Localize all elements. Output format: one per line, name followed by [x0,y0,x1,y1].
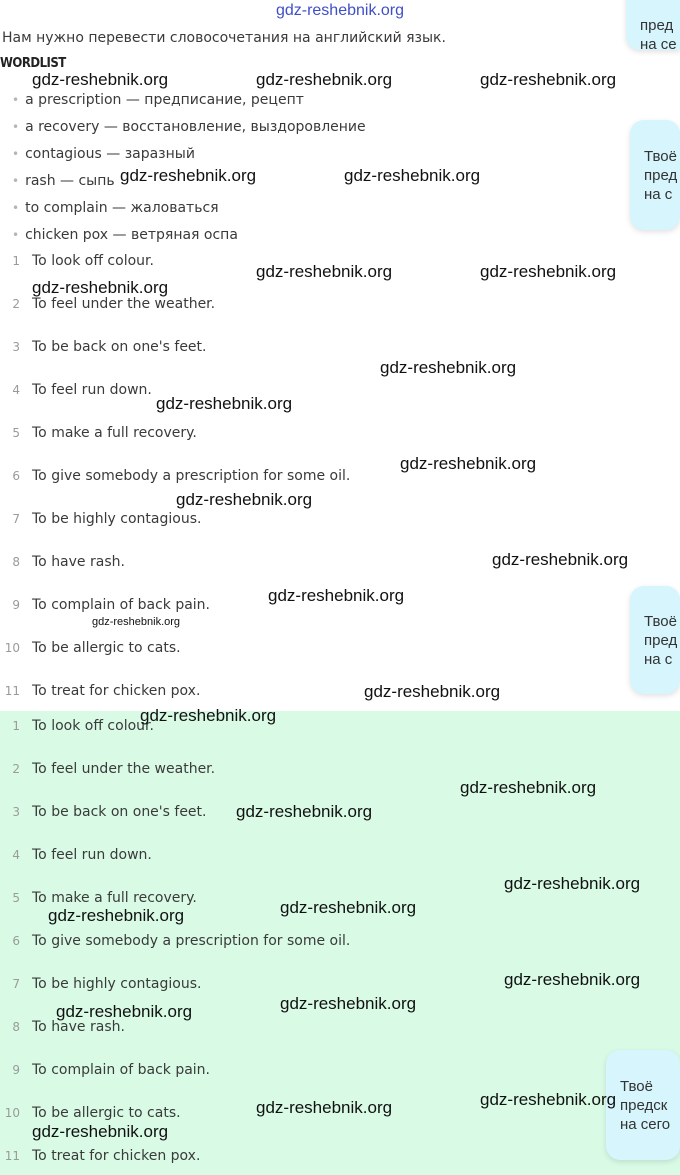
answer-row [0,1148,200,1172]
bubble-line: Твоё [644,613,677,630]
task-text: To make a full recovery. [32,425,197,441]
wordlist-title: WORDLIST [0,56,66,71]
answer-text: To look off colour. [32,718,154,734]
wordlist-item: • contagious — заразный [12,146,366,173]
watermark: gdz-reshebnik.org [32,278,169,297]
answer-row [0,847,152,871]
task-row [0,296,215,320]
task-text: To give somebody a prescription for some oil. [32,468,351,484]
watermark: gdz-reshebnik.org [460,778,597,797]
answer-text: To feel run down. [32,847,152,863]
answer-text: To have rash. [32,1019,125,1035]
bubble-line: на се [640,36,677,50]
bubble-line: предск [620,1097,668,1114]
watermark: gdz-reshebnik.org [504,970,641,989]
task-row [0,382,152,406]
answer-number: 4 [12,848,20,862]
watermark: gdz-reshebnik.org [268,586,405,605]
task-text: To be allergic to cats. [32,640,181,656]
task-row [0,468,350,492]
wordlist-item: • chicken pox — ветряная оспа [12,227,366,254]
answer-text: To feel under the weather. [32,761,216,777]
watermark: gdz-reshebnik.org [120,166,257,185]
task-row [0,511,201,535]
answer-text: To give somebody a prescription for some oil. [32,933,351,949]
wordlist-item: • a recovery — восстановление, выздоровление [12,119,366,146]
watermark: gdz-reshebnik.org [504,874,641,893]
task-row [0,683,200,707]
bubble-line: Твоё [644,148,677,165]
prediction-bubble-partial[interactable] [626,0,680,50]
task-text: To complain of back pain. [32,597,211,613]
answer-text: To be back on one's feet. [32,804,207,820]
answer-number: 1 [12,719,20,733]
watermark: gdz-reshebnik.org [140,706,277,725]
watermark: gdz-reshebnik.org [492,550,629,569]
task-number: 4 [12,383,20,397]
answer-text: To make a full recovery. [32,890,197,906]
watermark: gdz-reshebnik.org [344,166,481,185]
answer-number: 6 [12,934,20,948]
task-text: To treat for chicken pox. [32,683,201,699]
watermark: gdz-reshebnik.org [364,682,501,701]
watermark: gdz-reshebnik.org [32,1122,169,1141]
watermark: gdz-reshebnik.org [256,70,393,89]
watermark: gdz-reshebnik.org [48,906,185,925]
answer-row [0,976,201,1000]
task-number: 9 [12,598,20,612]
task-row [0,640,181,664]
task-number: 10 [4,641,20,655]
task-number: 5 [12,426,20,440]
answer-text: To complain of back pain. [32,1062,211,1078]
watermark: gdz-reshebnik.org [380,358,517,377]
answer-number: 11 [4,1149,20,1163]
task-row [0,339,207,363]
task-number: 8 [12,555,20,569]
answer-row [0,761,215,785]
answer-number: 3 [12,805,20,819]
watermark: gdz-reshebnik.org [256,262,393,281]
task-text: To feel run down. [32,382,152,398]
task-number: 11 [4,684,20,698]
watermark: gdz-reshebnik.org [480,1090,617,1109]
watermark: gdz-reshebnik.org [480,70,617,89]
watermark: gdz-reshebnik.org [32,70,169,89]
task-row [0,253,154,277]
task-number: 3 [12,340,20,354]
bubble-line: на с [644,651,673,668]
watermark: gdz-reshebnik.org [280,898,417,917]
watermark: gdz-reshebnik.org [56,1002,193,1021]
task-row [0,425,197,449]
answer-number: 10 [4,1106,20,1120]
bubble-line: пред [640,17,674,34]
answer-row [0,718,154,742]
task-text: To feel under the weather. [32,296,216,312]
answer-text: To be highly contagious. [32,976,202,992]
task-number: 2 [12,297,20,311]
wordlist-item: • a prescription — предписание, рецепт [12,92,366,119]
prediction-bubble[interactable] [630,586,680,694]
task-number: 6 [12,469,20,483]
answer-row [0,1062,210,1086]
task-text: To have rash. [32,554,125,570]
prediction-bubble[interactable] [630,120,680,230]
answer-row [0,804,207,828]
answer-number: 2 [12,762,20,776]
wordlist-item: • rash — сыпь [12,173,366,200]
watermark: gdz-reshebnik.org [176,490,313,509]
answer-number: 8 [12,1020,20,1034]
bubble-line: на с [644,186,673,203]
bubble-line: пред [644,167,678,184]
task-row [0,554,125,578]
watermark: gdz-reshebnik.org [156,394,293,413]
site-title[interactable]: gdz-reshebnik.org [275,2,405,19]
intro-text: Нам нужно перевести словосочетания на английский язык. [2,30,446,46]
task-text: To be highly contagious. [32,511,202,527]
task-text: To be back on one's feet. [32,339,207,355]
bubble-line: пред [644,632,678,649]
watermark: gdz-reshebnik.org [92,616,181,628]
answer-text: To be allergic to cats. [32,1105,181,1121]
wordlist-item: • to complain — жаловаться [12,200,366,227]
task-number: 1 [12,254,20,268]
prediction-bubble[interactable] [606,1050,680,1160]
answer-text: To treat for chicken pox. [32,1148,201,1164]
answer-number: 9 [12,1063,20,1077]
bubble-line: Твоё [620,1078,653,1095]
watermark: gdz-reshebnik.org [256,1098,393,1117]
answer-row [0,933,350,957]
answer-number: 7 [12,977,20,991]
task-text: To look off colour. [32,253,154,269]
watermark: gdz-reshebnik.org [480,262,617,281]
watermark: gdz-reshebnik.org [236,802,373,821]
answer-row [0,1019,125,1043]
watermark: gdz-reshebnik.org [400,454,537,473]
task-number: 7 [12,512,20,526]
bubble-line: на сего [620,1116,671,1133]
watermark: gdz-reshebnik.org [280,994,417,1013]
answer-number: 5 [12,891,20,905]
